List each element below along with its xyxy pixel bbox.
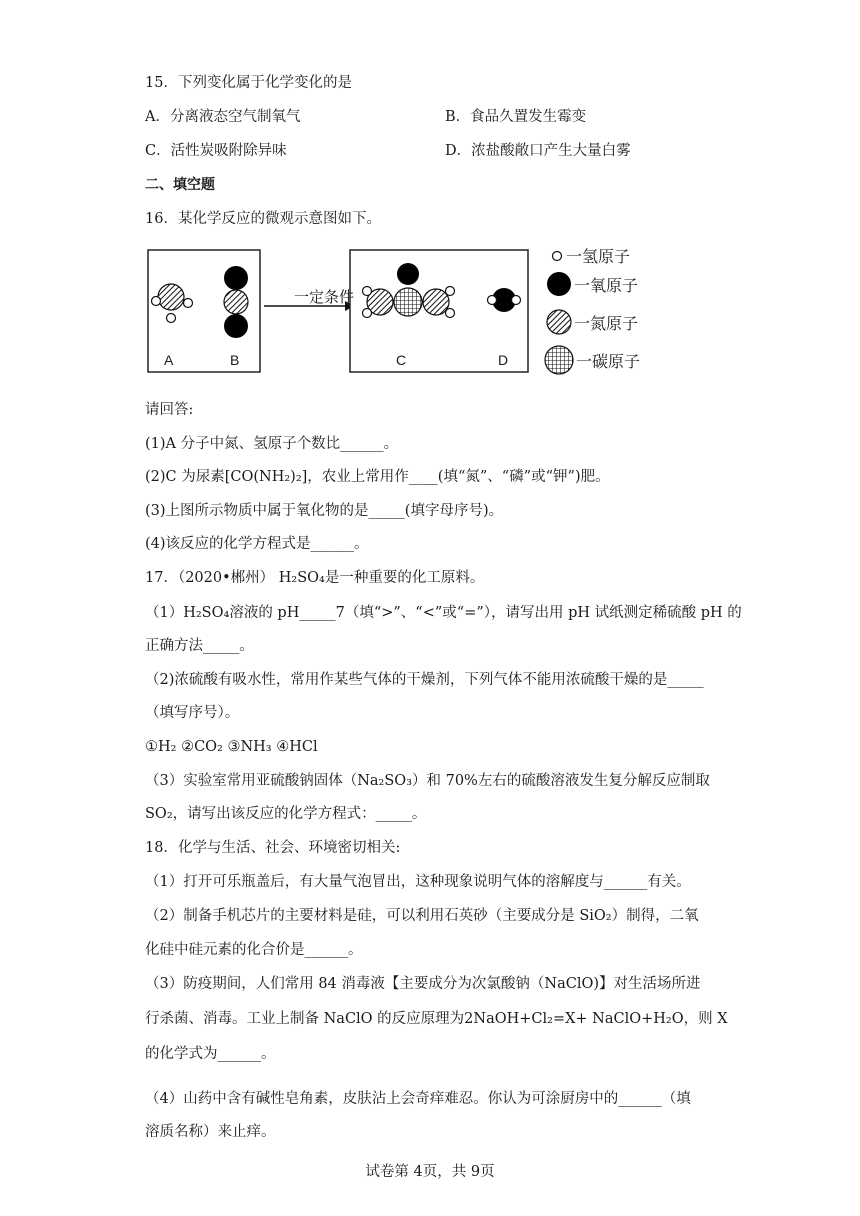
q16-part3: (3)上图所示物质中属于氧化物的是_____(填字母序号)。 [145, 503, 504, 519]
q17-choices: ①H₂ ②CO₂ ③NH₃ ④HCl [145, 739, 318, 755]
q17-part1-line2: 正确方法_____。 [145, 638, 254, 654]
legend-hydrogen: 一氢原子 [566, 247, 631, 266]
legend-nitrogen: 一氮原子 [574, 314, 639, 333]
q17-part2-line1: （2)浓硫酸有吸水性，常用作某些气体的干燥剂，下列气体不能用浓硫酸干燥的是_____ [145, 672, 704, 688]
q15-stem: 15．下列变化属于化学变化的是 [145, 75, 352, 91]
legend-nitrogen-shape [547, 310, 571, 334]
q18-part1: （1）打开可乐瓶盖后，有大量气泡冒出，这种现象说明气体的溶解度与______有关。 [145, 874, 691, 890]
q15-option-a: A．分离液态空气制氧气 [145, 109, 301, 125]
q15-option-d: D．浓盐酸敞口产生大量白雾 [445, 143, 631, 159]
label-b: B [230, 352, 240, 368]
q17-stem: 17．（2020•郴州） H₂SO₄是一种重要的化工原料。 [145, 570, 485, 586]
q16-part1: (1)A 分子中氮、氢原子个数比______。 [145, 436, 399, 452]
q17-part3-line1: （3）实验室常用亚硫酸钠固体（Na₂SO₃）和 70%左右的硫酸溶液发生复分解反应制取 [145, 773, 710, 789]
q16-stem: 16．某化学反应的微观示意图如下。 [145, 211, 381, 227]
legend-oxygen-shape [547, 272, 571, 296]
q16-part4: (4)该反应的化学方程式是______。 [145, 536, 369, 552]
label-d: D [498, 352, 509, 368]
q18-part4-line1: （4）山药中含有碱性皂角素，皮肤沾上会奇痒难忍。你认为可涂厨房中的______（填 [145, 1091, 691, 1107]
q16-prompt: 请回答: [145, 402, 194, 418]
legend-carbon-shape [545, 346, 573, 374]
q17-part2-line2: （填写序号）。 [145, 705, 240, 721]
section-heading: 二、填空题 [145, 177, 215, 193]
q16-part2: (2)C 为尿素[CO(NH₂)₂]，农业上常用作____(填“氮”、“磷”或“钾”)肥。 [145, 469, 610, 485]
reaction-condition: 一定条件 [294, 288, 355, 306]
q15-option-b: B．食品久置发生霉变 [445, 109, 587, 125]
q15-option-c: C．活性炭吸附除异味 [145, 143, 287, 159]
q18-part3-line1: （3）防疫期间，人们常用 84 消毒液【主要成分为次氯酸钠（NaClO)】对生活场所进 [145, 976, 701, 992]
q18-part4-line2: 溶质名称）来止痒。 [145, 1124, 276, 1140]
legend-oxygen: 一氧原子 [574, 276, 639, 295]
label-c: C [396, 352, 407, 368]
q17-part3-line2: SO₂，请写出该反应的化学方程式：_____。 [145, 806, 427, 822]
q17-part1-line1: （1）H₂SO₄溶液的 pH_____7（填“>”、“<”或“=”），请写出用 pH 试纸测定稀硫酸 pH 的 [145, 605, 742, 621]
reaction-diagram [140, 240, 660, 380]
legend-carbon: 一碳原子 [576, 352, 641, 371]
molecule-b [224, 266, 248, 338]
q18-part3-line3: 的化学式为______。 [145, 1046, 276, 1062]
q18-stem: 18．化学与生活、社会、环境密切相关: [145, 840, 401, 856]
page-footer: 试卷第 4页，共 9页 [365, 1164, 495, 1180]
label-a: A [164, 352, 174, 368]
q18-part2-line1: （2）制备手机芯片的主要材料是硅，可以利用石英砂（主要成分是 SiO₂）制得，二氧 [145, 908, 699, 924]
legend-hydrogen-shape [553, 252, 562, 261]
q18-part2-line2: 化硅中硅元素的化合价是______。 [145, 942, 363, 958]
q18-part3-line2: 行杀菌、消毒。工业上制备 NaClO 的反应原理为2NaOH+Cl₂=X+ NaClO+H₂O，则 X [145, 1011, 728, 1027]
